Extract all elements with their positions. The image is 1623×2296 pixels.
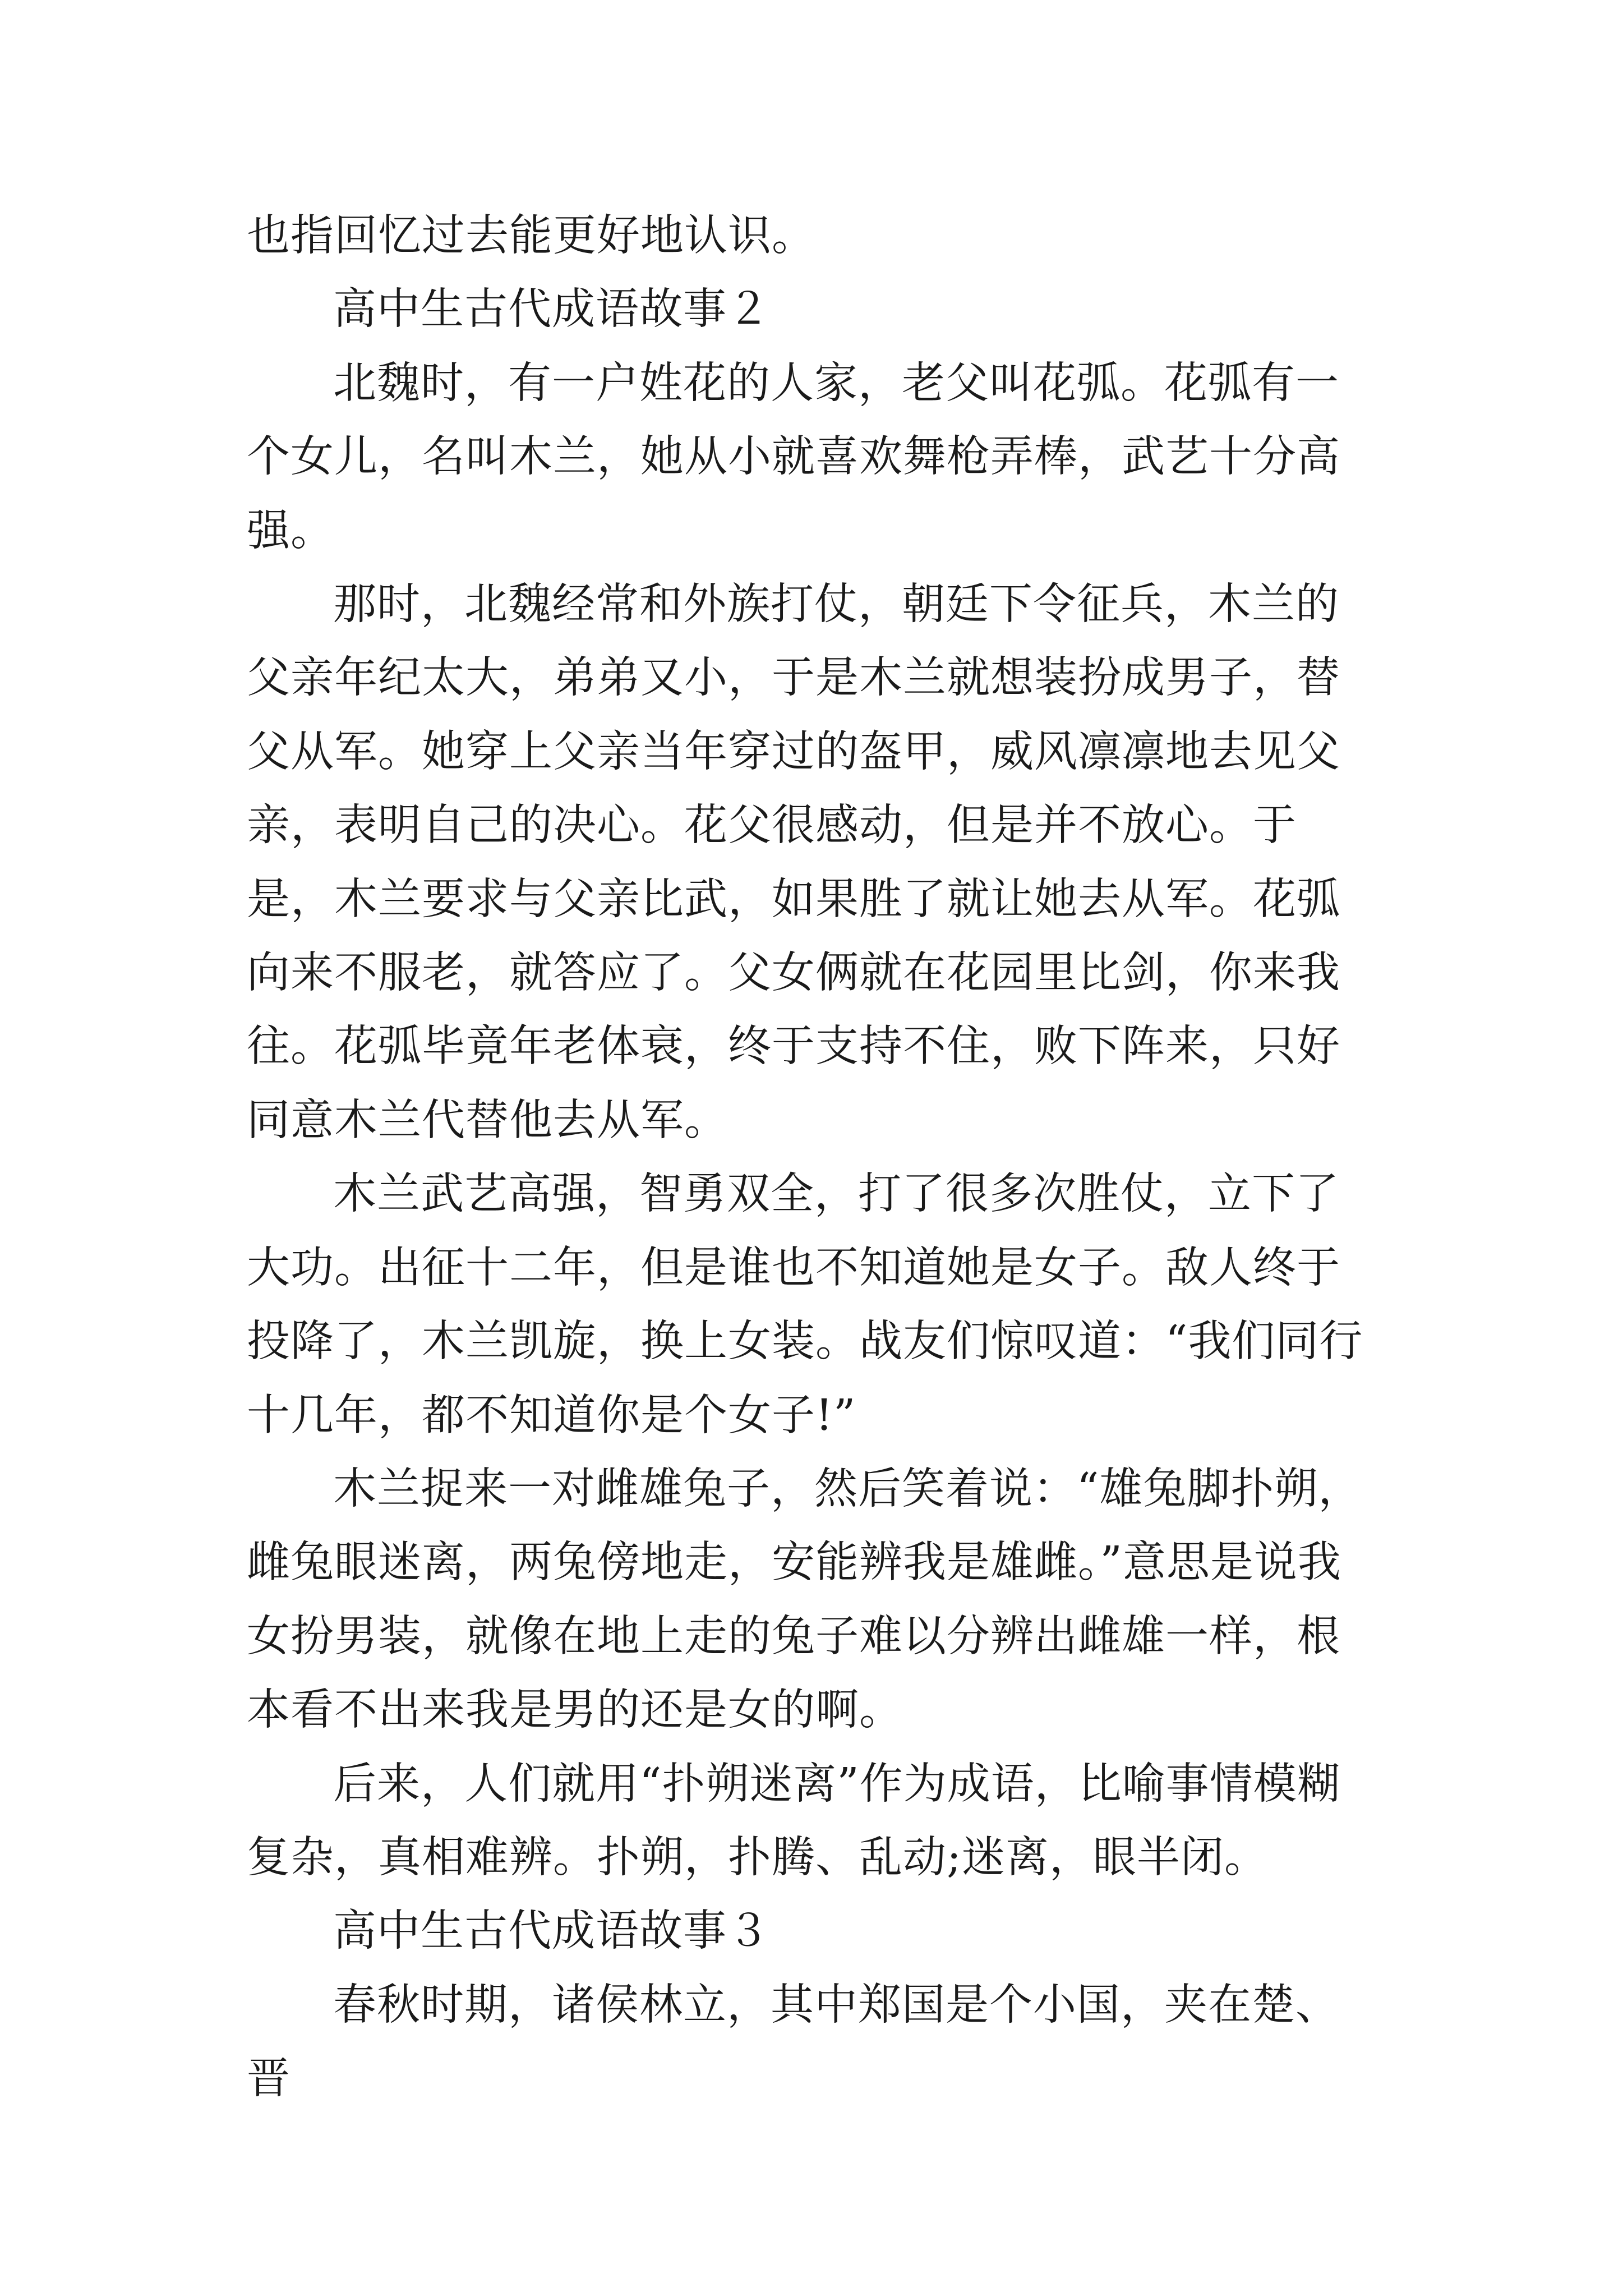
paragraph: 木兰武艺高强，智勇双全，打了很多次胜仗，立下了大功。出征十二年，但是谁也不知道她是女子。敌人终于投降了，木兰凯旋，换上女装。战友们惊叹道：“我们同行十几年，都不知道你是个女子!” <box>247 1169 1363 1441</box>
paragraph: 木兰捉来一对雌雄兔子，然后笑着说：“雄兔脚扑朔，雌兔眼迷离，两兔傍地走，安能辨我是雄雌。”意思是说我女扮男装，就像在地上走的兔子难以分辨出雌雄一样，根本看不出来我是男的还是女的啊。 <box>247 1464 1362 1736</box>
story-heading-2: 高中生古代成语故事２ <box>333 284 771 335</box>
paragraph: 后来，人们就用“扑朔迷离”作为成语，比喻事情模糊复杂，真相难辨。扑朔，扑腾、乱动;迷离，眼半闭。 <box>247 1759 1341 1883</box>
paragraph-continuation: 也指回忆过去能更好地认识。 <box>247 211 815 261</box>
story-heading-3: 高中生古代成语故事３ <box>333 1906 771 1957</box>
paragraph: 那时，北魏经常和外族打仗，朝廷下令征兵，木兰的父亲年纪太大，弟弟又小，于是木兰就想装扮成男子，替父从军。她穿上父亲当年穿过的盔甲，威风凛凛地去见父亲，表明自己的决心。花父很感动，但是并不放心。于是，木兰要求与父亲比武，如果胜了就让她去从军。花弧向来不服老，就答应了。父女俩就在花园里比剑，你来我往。花弧毕竟年老体衰，终于支持不住，败下阵来，只好同意木兰代替他去从军。 <box>247 579 1340 1145</box>
paragraph: 北魏时，有一户姓花的人家，老父叫花弧。花弧有一个女儿，名叫木兰，她从小就喜欢舞枪弄棒，武艺十分高强。 <box>247 358 1340 556</box>
paragraph: 春秋时期，诸侯林立，其中郑国是个小国，夹在楚、晋 <box>247 1980 1339 2104</box>
document-body <box>247 199 1380 2116</box>
